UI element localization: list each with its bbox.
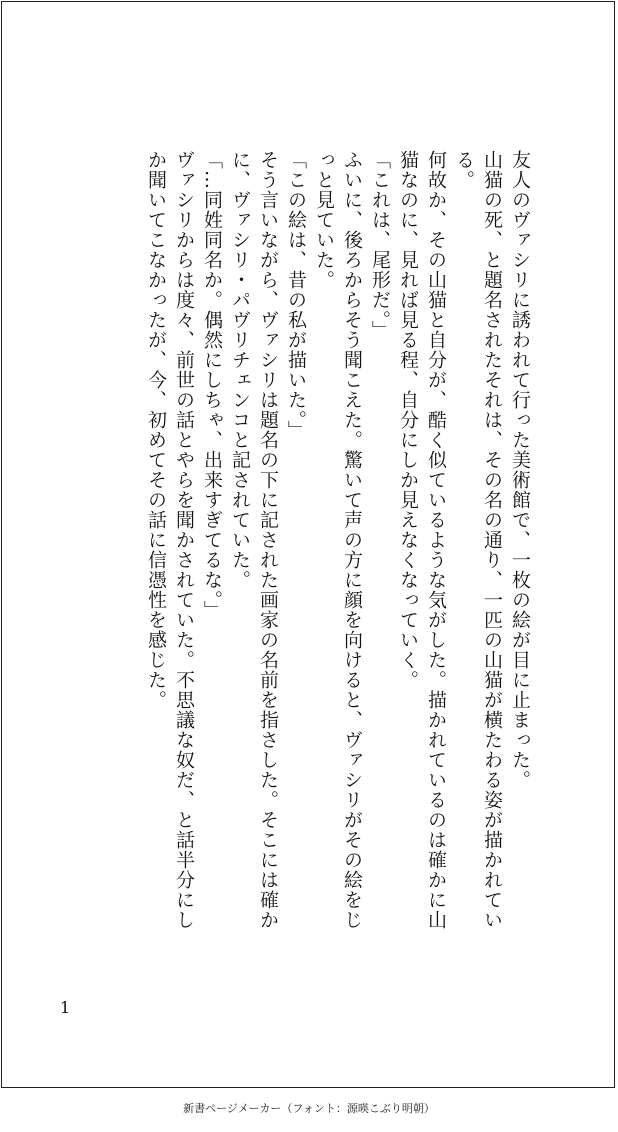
paragraph-6: 「この絵は、昔の私が描いた。」 — [285, 150, 307, 441]
footer-credit: 新書ページメーカー（フォント：源暎こぶり明朝） — [183, 1102, 435, 1115]
paragraph-9: ヴァシリからは度々、前世の話とやらを聞かされていた。不思議な奴だ、と話半分にしか聞いてこなかったが、今、初めてその話に信憑性を感じた。 — [145, 150, 195, 930]
page-number: 1 — [60, 998, 71, 1017]
paragraph-2: 山猫の死、と題名されたそれは、その名の通り、一匹の山猫が横たわる姿が描かれている。 — [453, 150, 503, 930]
paragraph-1: 友人のヴァシリに誘われて行った美術館で、一枚の絵が目に止まった。 — [509, 150, 531, 790]
paragraph-3: 何故か、その山猫と自分が、酷く似ているような気がした。描かれているのは確かに山猫なのに、見れば見る程、自分にしか見えなくなっていく。 — [397, 150, 447, 930]
vertical-body-text — [142, 150, 534, 930]
page-frame — [1, 1, 615, 1088]
paragraph-5: ふいに、後ろからそう聞こえた。驚いて声の方に顔を向けると、ヴァシリがその絵をじっと見ていた。 — [313, 150, 363, 930]
paragraph-7: そう言いながら、ヴァシリは題名の下に記された画家の名前を指さした。そこには確かに、ヴァシリ・パヴリチェンコと記されていた。 — [229, 150, 279, 930]
paragraph-4: 「これは、尾形だ。」 — [369, 150, 391, 341]
paragraph-8: 「…同姓同名か。偶然にしちゃ、出来すぎてるな。」 — [201, 150, 223, 621]
